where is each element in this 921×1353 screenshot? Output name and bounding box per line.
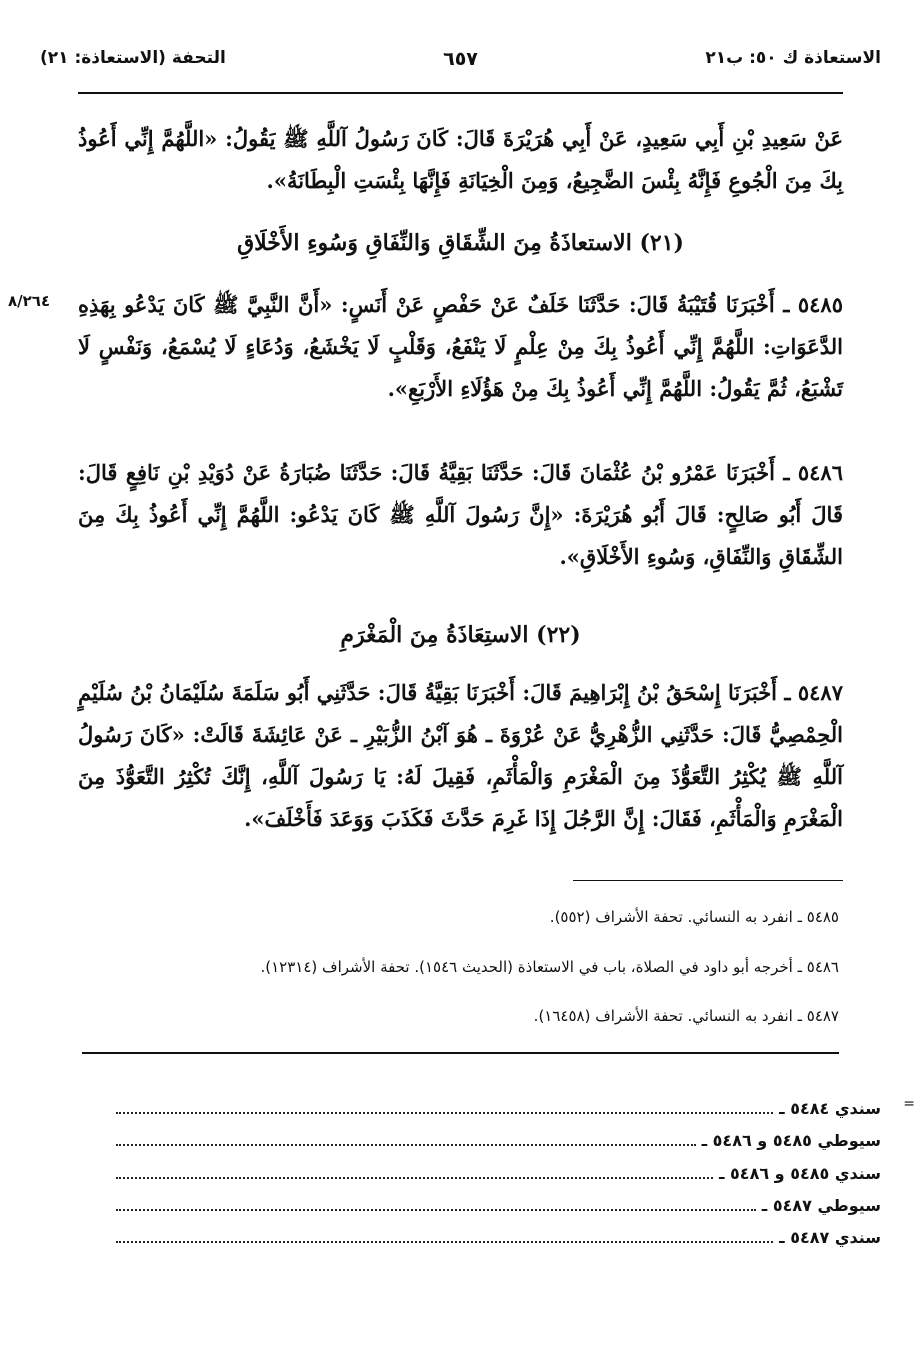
intro-hadith-text: عَنْ سَعِيدِ بْنِ أَبِي سَعِيدٍ، عَنْ أَبِي هُرَيْرَةَ قَالَ: كَانَ رَسُولُ آللَّهِ ﷺ يَقُولُ: «اللَّهُمَّ إِنِّي أَعُوذُ بِكَ مِنَ الْجُوعِ فَإِنَّهُ بِئْسَ الضَّجِيعُ، وَمِنَ الْخِيَانَةِ فَإِنَّهَا بِئْسَتِ الْبِطَانَةُ». <box>78 126 843 193</box>
edge-mark: = <box>903 1096 915 1112</box>
index-line <box>110 1158 881 1188</box>
hadith-5485: ٥٤٨٥ ـ أَخْبَرَنَا قُتَيْبَةُ قَالَ: حَدَّثَنَا خَلَفٌ عَنْ حَفْصٍ عَنْ أَنَسٍ: «أَنَّ النَّبِيَّ ﷺ كَانَ يَدْعُو بِهَذِهِ الدَّعَوَاتِ: اللَّهُمَّ إِنِّي أَعُوذُ بِكَ مِنْ عِلْمٍ لَا يَنْفَعُ، وَقَلْبٍ لَا يَخْشَعُ، وَدُعَاءٍ لَا يُسْمَعُ، وَنَفْسٍ لَا تَشْبَعُ، ثُمَّ يَقُولُ: اللَّهُمَّ إِنِّي أَعُوذُ بِكَ مِنْ هَؤُلَاءِ الأَرْبَعِ». <box>78 292 843 401</box>
index-label: سندي ٥٤٨٧ ـ <box>779 1227 881 1247</box>
hadith-5487: ٥٤٨٧ ـ أَخْبَرَنَا إِسْحَقُ بْنُ إِبْرَاهِيمَ قَالَ: أَخْبَرَنَا بَقِيَّةُ قَالَ: حَدَّثَنِي أَبُو سَلَمَةَ سُلَيْمَانُ بْنُ سُلَيْمٍ الْحِمْصِيُّ قَالَ: حَدَّثَنِي الزُّهْرِيُّ عَنْ عُرْوَةَ ـ هُوَ آبْنُ الزُّبَيْرِ ـ عَنْ عَائِشَةَ قَالَتْ: «كَانَ رَسُولُ آللَّهِ ﷺ يُكْثِرُ التَّعَوُّذَ مِنَ الْمَغْرَمِ وَالْمَأْثَمِ، فَقِيلَ لَهُ: يَا رَسُولَ آللَّهِ، إِنَّكَ تُكْثِرُ التَّعَوُّذَ مِنَ الْمَغْرَمِ وَالْمَأْثَمِ، فَقَالَ: إِنَّ الرَّجُلَ إِذَا غَرِمَ حَدَّثَ فَكَذَبَ وَوَعَدَ فَأَخْلَفَ». <box>78 680 843 831</box>
section-heading-22: (٢٢) الاستِعَاذَةُ مِنَ الْمَغْرَمِ <box>340 622 581 648</box>
index-label: سيوطي ٥٤٨٥ و ٥٤٨٦ ـ <box>701 1130 881 1150</box>
page-number: ٦٥٧ <box>443 48 478 70</box>
page-header <box>40 40 881 80</box>
header-chapter-ref: الاستعاذة ك ٥٠: ب٢١ <box>705 48 881 68</box>
leader-dots <box>116 1167 713 1179</box>
index-label: سيوطي ٥٤٨٧ ـ <box>761 1195 881 1215</box>
footnote-5487: ٥٤٨٧ ـ انفرد به النسائي. تحفة الأشراف (١٦٤٥٨). <box>533 1007 839 1025</box>
index-line <box>110 1222 881 1252</box>
section-heading-21: (٢١) الاستعاذَةُ مِنَ الشِّقَاقِ وَالنِّفَاقِ وَسُوءِ الأَخْلَاقِ <box>237 230 684 256</box>
leader-dots <box>116 1199 756 1211</box>
index-label: سندي ٥٤٨٤ ـ <box>779 1098 881 1118</box>
header-tuhfa-ref: التحفة (الاستعاذة: ٢١) <box>40 48 226 68</box>
index-rule <box>82 1052 839 1054</box>
hadith-5486: ٥٤٨٦ ـ أَخْبَرَنَا عَمْرُو بْنُ عُثْمَانَ قَالَ: حَدَّثَنَا بَقِيَّةُ قَالَ: حَدَّثَنَا ضُبَارَةُ عَنْ دُوَيْدِ بْنِ نَافِعٍ قَالَ: قَالَ أَبُو صَالِحٍ: قَالَ أَبُو هُرَيْرَةَ: «إِنَّ رَسُولَ آللَّهِ ﷺ كَانَ يَدْعُو: اللَّهُمَّ إِنِّي أَعُوذُ بِكَ مِنَ الشِّقَاقِ وَالنِّفَاقِ، وَسُوءِ الأَخْلَاقِ». <box>78 460 843 569</box>
leader-dots <box>116 1134 696 1146</box>
leader-dots <box>116 1231 773 1243</box>
leader-dots <box>116 1102 773 1114</box>
index-line <box>110 1190 881 1220</box>
margin-reference: ٨/٢٦٤ <box>8 292 51 310</box>
index-line <box>110 1093 881 1123</box>
index-label: سندي ٥٤٨٥ و ٥٤٨٦ ـ <box>718 1163 881 1183</box>
footnote-rule <box>573 880 843 881</box>
footnote-5486: ٥٤٨٦ ـ أخرجه أبو داود في الصلاة، باب في الاستعاذة (الحديث ١٥٤٦). تحفة الأشراف (١٢٣١٤). <box>260 958 839 976</box>
index-line <box>110 1125 881 1155</box>
header-rule <box>78 92 843 94</box>
footnote-5485: ٥٤٨٥ ـ انفرد به النسائي. تحفة الأشراف (٥٥٢). <box>549 908 839 926</box>
